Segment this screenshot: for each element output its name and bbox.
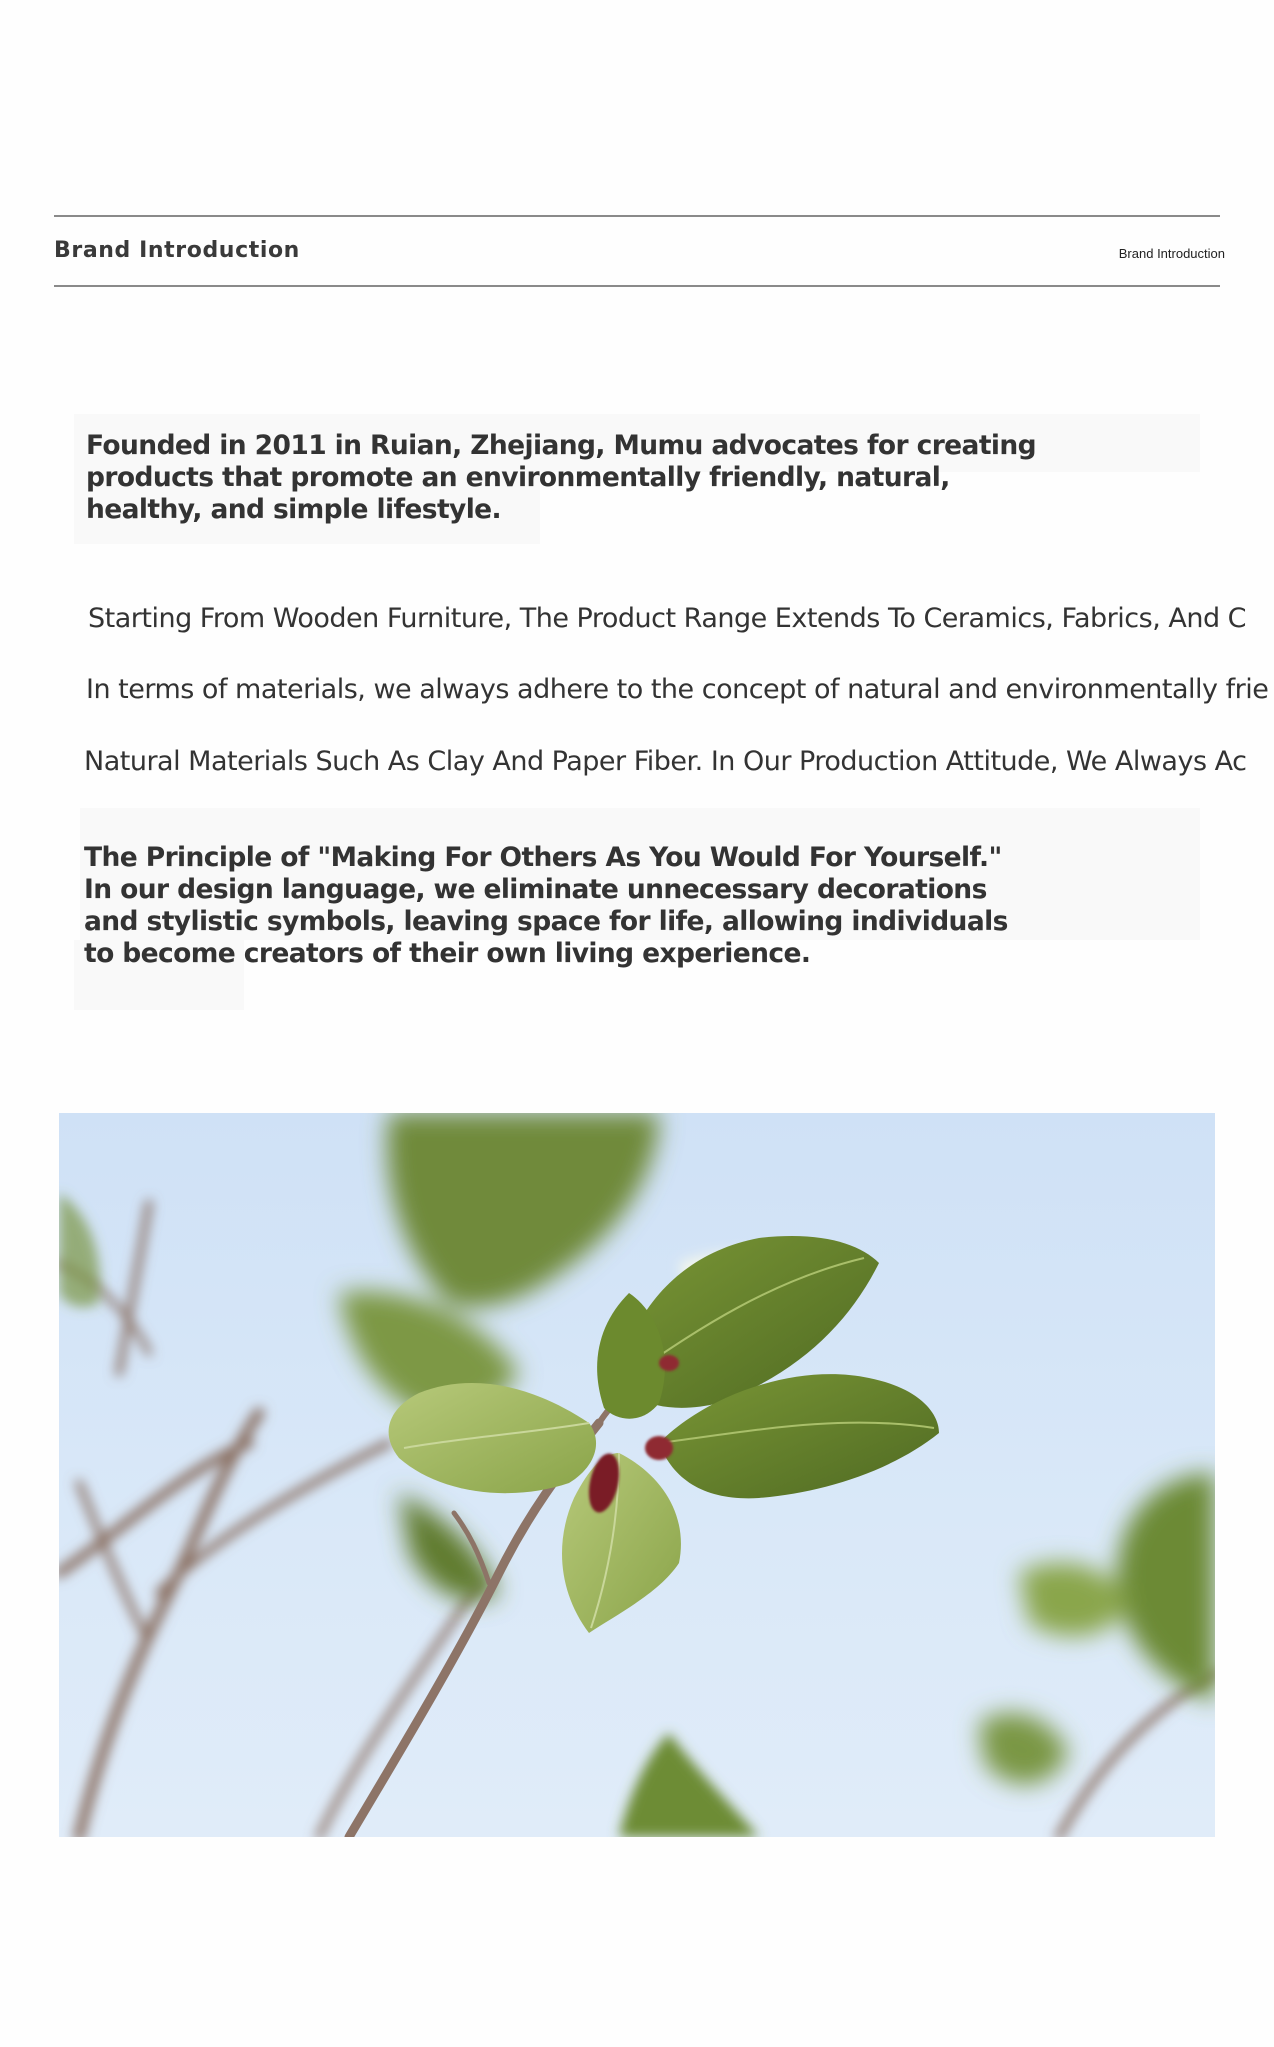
founded-paragraph [86,430,1036,526]
header-bottom-rule [54,285,1220,287]
founded-line: Founded in 2011 in Ruian, Zhejiang, Mumu advocates for creating [86,430,1037,461]
principle-line: In our design language, we eliminate unnecessary decorations [84,874,987,905]
principle-paragraph [84,842,1008,970]
breadcrumb-link[interactable]: Brand Introduction [1118,246,1225,261]
header-top-rule [54,215,1220,217]
product-range-text: Starting From Wooden Furniture, The Product Range Extends To Ceramics, Fabrics, And C [88,603,1247,634]
founded-line: healthy, and simple lifestyle. [86,494,502,525]
principle-line: to become creators of their own living experience. [84,938,811,969]
section-title: Brand Introduction [54,238,300,263]
materials-text: In terms of materials, we always adhere to the concept of natural and environmentally frie [86,674,1269,705]
brand-photo [59,1113,1215,1837]
principle-line: and stylistic symbols, leaving space for life, allowing individuals [84,906,1008,937]
mulberry-branch-illustration [59,1113,1215,1837]
principle-line: The Principle of "Making For Others As You Would For Yourself." [84,842,1002,873]
natural-materials-text: Natural Materials Such As Clay And Paper Fiber. In Our Production Attitude, We Always Ac [84,746,1247,777]
founded-line: products that promote an environmentally friendly, natural, [86,462,950,493]
